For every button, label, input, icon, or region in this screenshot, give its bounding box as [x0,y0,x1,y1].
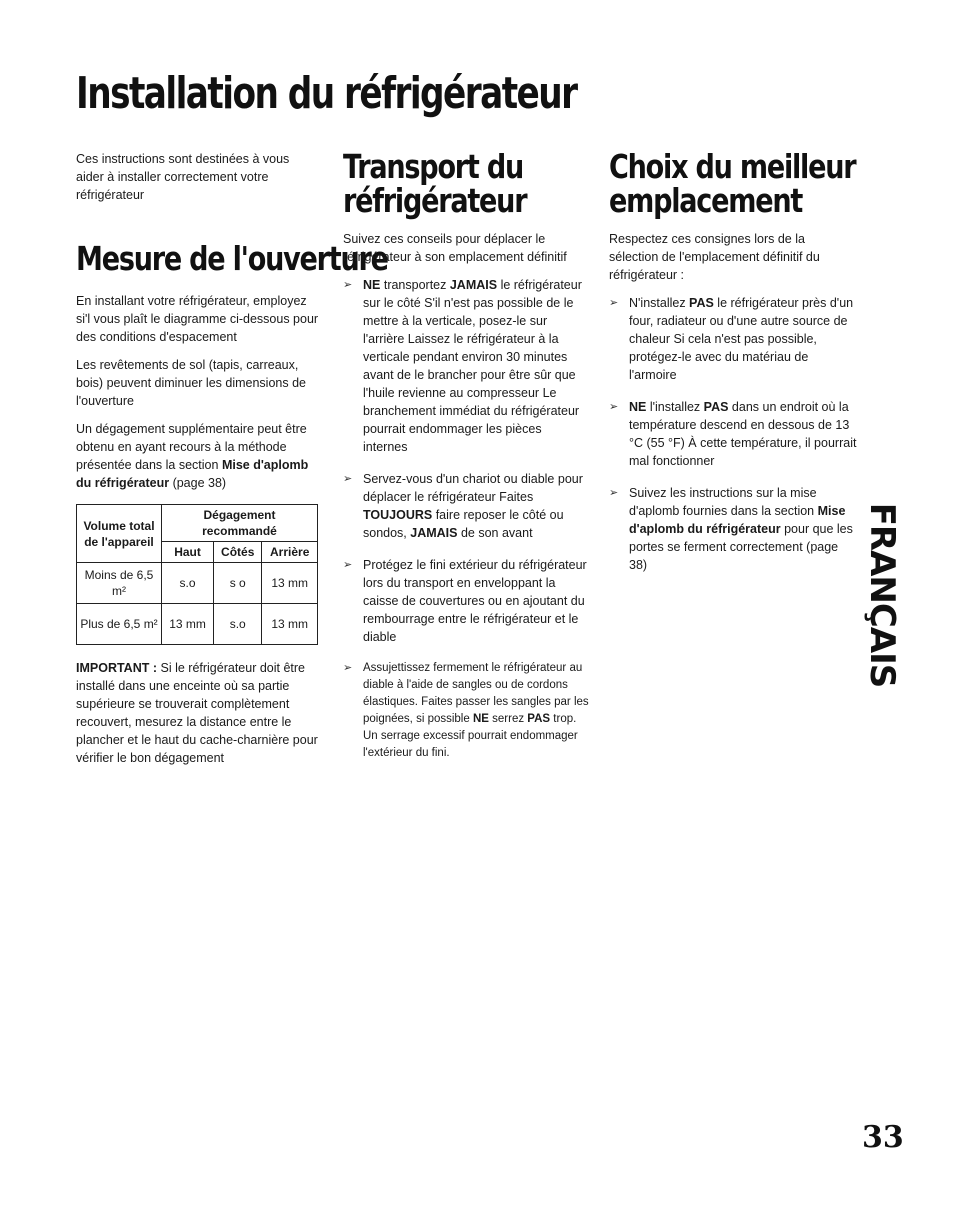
choix-intro: Respectez ces consignes lors de la sélection de l'emplacement définitif du réfrigérateur : [609,232,820,282]
section-title-transport: Transport du réfrigérateur [343,147,527,220]
table-cell-haut: 13 mm [162,604,214,645]
page-title: Installation du réfrigérateur [76,68,577,119]
column-right [609,147,857,588]
list-item: ➢ NE transportez JAMAIS le réfrigérateur sur le côté S'il n'est pas possible de le mettre à la verticale, posez-le sur l'arrière Laissez le réfrigérateur à la verticale pendant environ 30 minutes avant de le brancher pour être sûr que l'huile revienne au compresseur Le branchement immédiat du réfrigérateur pourrait endommager les pièces internes [343,276,589,456]
table-header-haut: Haut [162,542,214,563]
choix-list [609,294,857,574]
mesure-paragraph-1: En installant votre réfrigérateur, employez si'l vous plaît le diagramme ci-dessous pour des conditions d'espacement [76,294,319,344]
table-cell-volume: Moins de 6,5 m² [77,563,162,604]
table-header-degagement: Dégagement recommandé [162,505,318,542]
table-cell-cotes: s o [214,563,262,604]
table-cell-arriere: 13 mm [262,563,318,604]
list-item: ➢ Assujettissez fermement le réfrigérateur au diable à l'aide de sangles ou de cordons élastiques. Faites passer les sangles par les poignées, si possible NE serrez PAS trop. Un serrage excessif pourrait endommager l'extérieur du fini. [343,660,589,762]
table-row [77,563,318,604]
transport-intro: Suivez ces conseils pour déplacer le réfrigérateur à son emplacement définitif [343,232,567,264]
list-item: ➢ NE l'installez PAS dans un endroit où la température descend en dessous de 13 °C (55 °F) À cette température, il pourrait mal fonctionner [609,398,857,470]
section-title-choix: Choix du meilleur emplacement [609,147,856,220]
language-tab [862,502,902,688]
transport-list [343,276,589,762]
table-row [77,604,318,645]
list-item: ➢ Protégez le fini extérieur du réfrigérateur lors du transport en enveloppant la caisse de couvertures ou en ajoutant du rembourrage entre le réfrigérateur et le diable [343,556,589,646]
language-tab-label: FRANÇAIS [862,502,902,688]
table-cell-volume: Plus de 6,5 m² [77,604,162,645]
mesure-paragraph-3: Un dégagement supplémentaire peut être obtenu en ayant recours à la méthode présentée dans la section Mise d'aplomb du réfrigérateur (page 38) [76,422,309,490]
clearance-table [76,504,318,645]
table-header-arriere: Arrière [262,542,318,563]
table-header-cotes: Côtés [214,542,262,563]
table-cell-haut: s.o [162,563,214,604]
table-header-volume: Volume total de l'appareil [77,505,162,563]
column-middle [343,147,589,776]
list-item: ➢ N'installez PAS le réfrigérateur près d'un four, radiateur ou d'une autre source de chaleur Si cela n'est pas possible, protégez-le avec du matériau de l'armoire [609,294,857,384]
section-title-mesure: Mesure de l'ouverture [76,239,388,278]
important-note: IMPORTANT : Si le réfrigérateur doit être installé dans une enceinte où sa partie supérieure se trouverait complètement recouvert, mesurez la distance entre le plancher et le haut du cache-charnière pour vérifier le bon dégagement [76,661,318,765]
list-item: ➢ Servez-vous d'un chariot ou diable pour déplacer le réfrigérateur Faites TOUJOURS faire reposer le côté ou sondos, JAMAIS de son avant [343,470,589,542]
mesure-paragraph-2: Les revêtements de sol (tapis, carreaux, bois) peuvent diminuer les dimensions de l'ouverture [76,358,306,408]
table-cell-arriere: 13 mm [262,604,318,645]
list-item: ➢ Suivez les instructions sur la mise d'aplomb fournies dans la section Mise d'aplomb du réfrigérateur pour que les portes se ferment correctement (page 38) [609,484,857,574]
intro-text: Ces instructions sont destinées à vous aider à installer correctement votre réfrigérateur [76,152,290,202]
column-left [76,150,388,777]
table-cell-cotes: s.o [214,604,262,645]
page-number: 33 [862,1120,904,1155]
